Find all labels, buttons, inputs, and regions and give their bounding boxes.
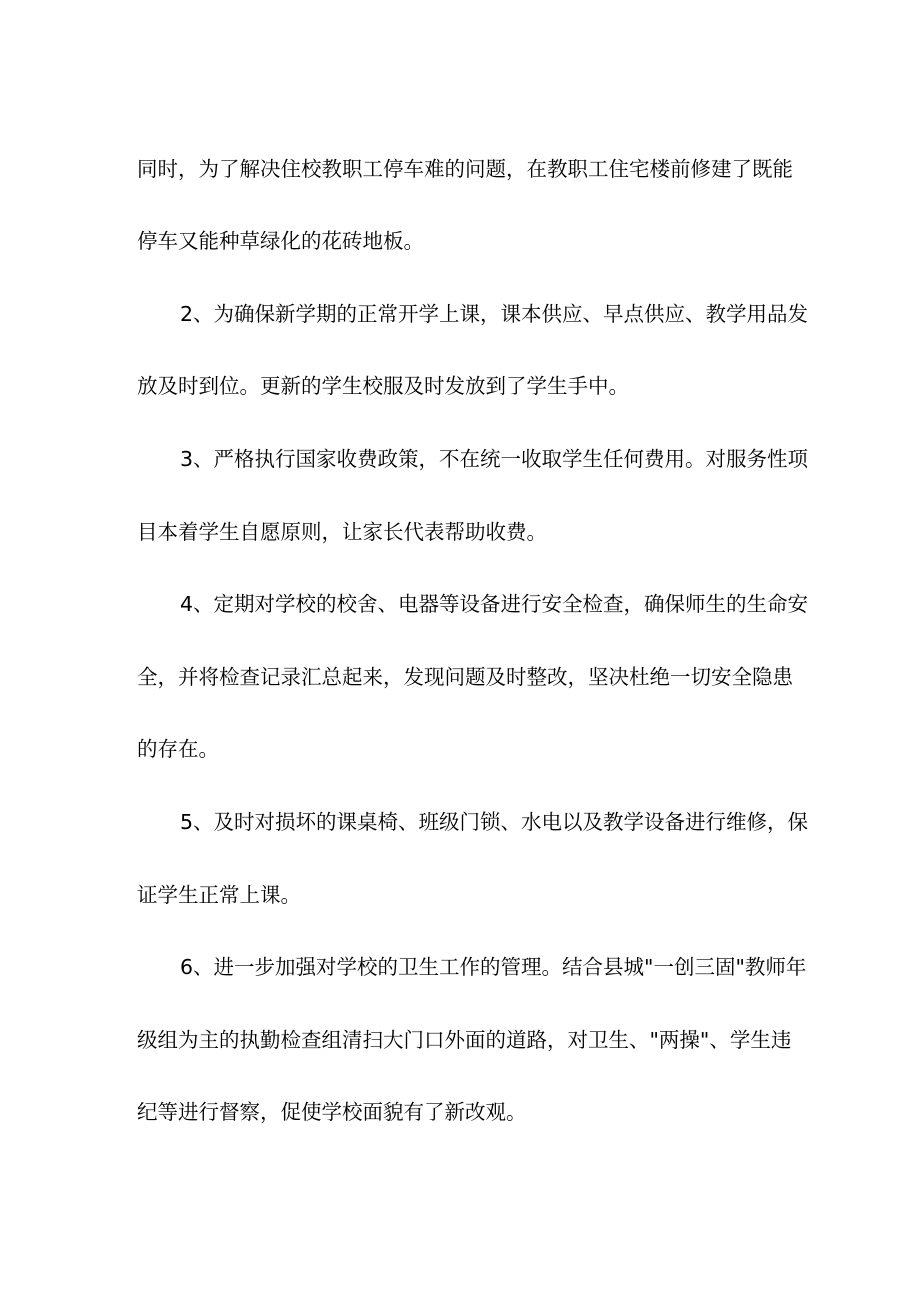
- paragraph-line: 停车又能种草绿化的花砖地板。: [137, 229, 424, 253]
- item-2-line: 2、为确保新学期的正常开学上课，课本供应、早点供应、教学用品发: [180, 302, 809, 326]
- item-3-line: 3、严格执行国家收费政策，不在统一收取学生任何费用。对服务性项: [180, 447, 809, 471]
- paragraph-line: 同时，为了解决住校教职工停车难的问题，在教职工住宅楼前修建了既能: [137, 157, 793, 181]
- item-2-line: 放及时到位。更新的学生校服及时发放到了学生手中。: [137, 374, 629, 398]
- item-3-line: 目本着学生自愿原则，让家长代表帮助收费。: [137, 520, 547, 544]
- item-6-line: 级组为主的执勤检查组清扫大门口外面的道路，对卫生、"两操"、学生违: [137, 1028, 792, 1052]
- item-6-line: 纪等进行督察，促使学校面貌有了新改观。: [137, 1100, 527, 1124]
- item-4-line: 全，并将检查记录汇总起来，发现问题及时整改，坚决杜绝一切安全隐患: [137, 665, 793, 689]
- item-6-line: 6、进一步加强对学校的卫生工作的管理。结合县城"一创三固"教师年: [180, 955, 807, 979]
- item-5-line: 5、及时对损坏的课桌椅、班级门锁、水电以及教学设备进行维修，保: [180, 810, 809, 834]
- item-4-line: 的存在。: [137, 737, 219, 761]
- item-5-line: 证学生正常上课。: [137, 883, 301, 907]
- item-4-line: 4、定期对学校的校舍、电器等设备进行安全检查，确保师生的生命安: [180, 592, 809, 616]
